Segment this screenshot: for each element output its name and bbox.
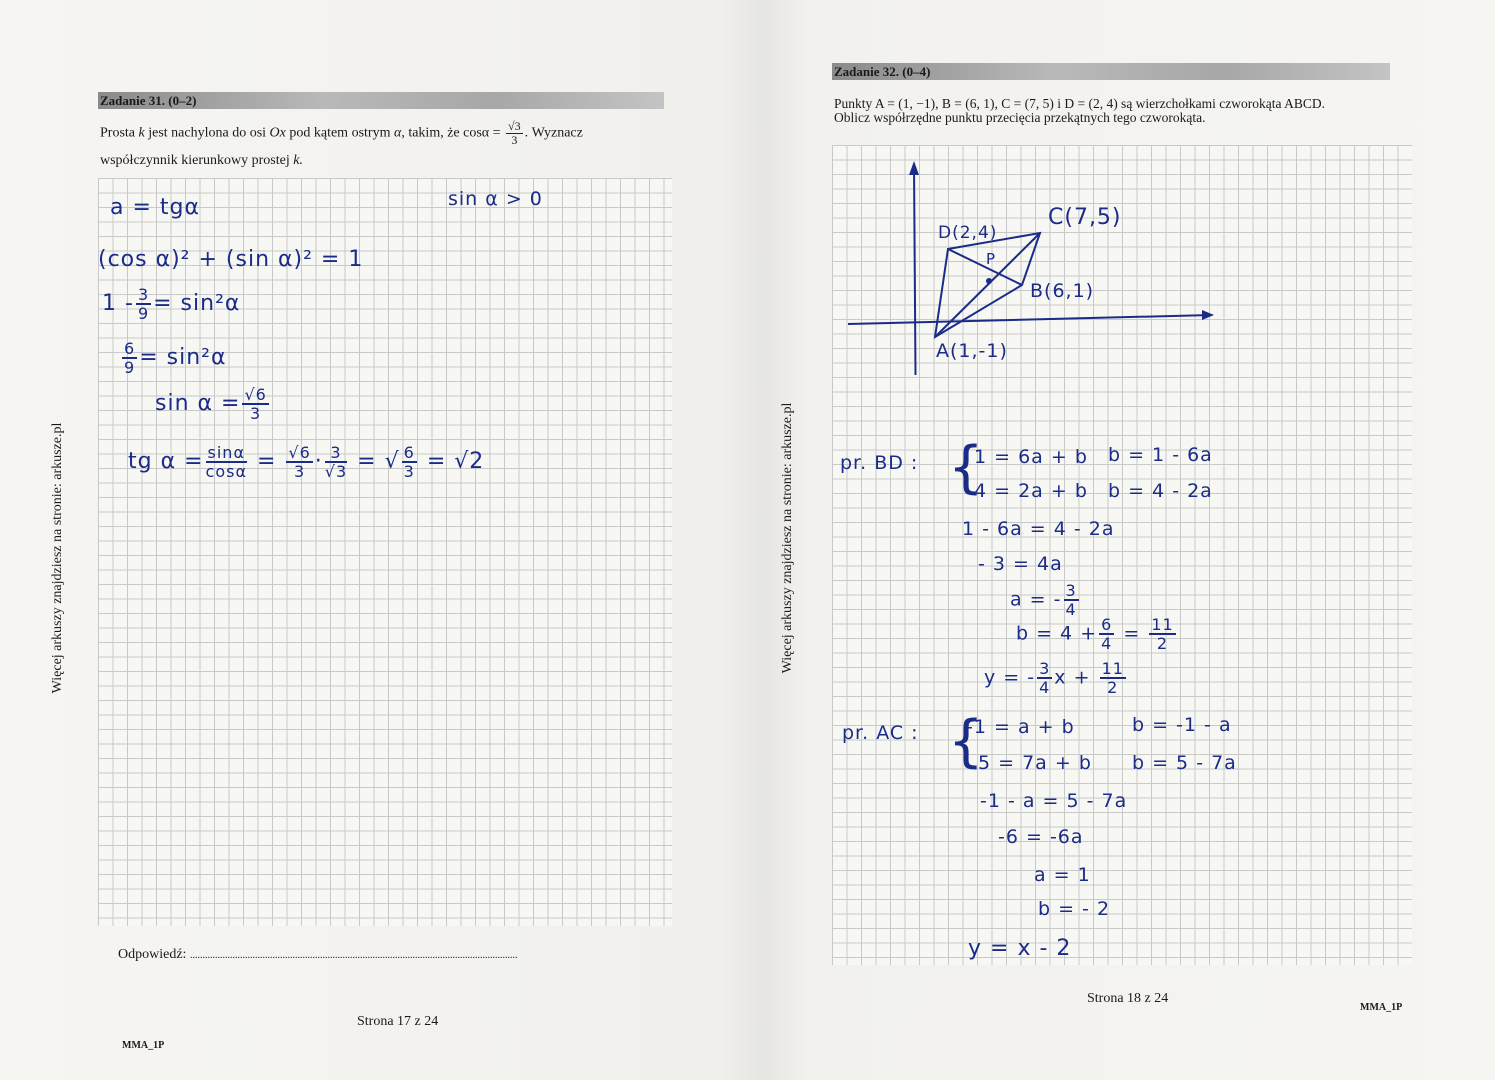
work-line: sin α > 0 — [448, 188, 543, 210]
task-31-text-line2 — [100, 150, 303, 172]
side-watermark-right: Więcej arkuszy znajdziesz na stronie: arkusze.pl — [780, 402, 795, 674]
work-line: b = 4 - 2a — [1108, 480, 1213, 502]
work-line — [102, 286, 240, 322]
work-line: 5 = 7a + b — [978, 752, 1092, 774]
work-part: a = - — [1010, 588, 1062, 611]
work-part: = √2 — [426, 449, 485, 474]
task-32-header — [832, 63, 1390, 80]
work-line: 4 = 2a + b — [974, 480, 1088, 502]
quadrilateral-diagram — [832, 145, 1252, 375]
work-line: b = -1 - a — [1132, 714, 1232, 736]
frac-den: 2 — [1107, 678, 1119, 697]
work-fraction — [1099, 616, 1114, 652]
work-part: b = 4 + — [1016, 622, 1098, 645]
frac-den: 3 — [250, 404, 262, 423]
work-line — [1016, 616, 1178, 652]
work-part: 1 - — [102, 291, 134, 316]
work-part: = √ — [357, 449, 400, 474]
frac-den: 4 — [1065, 600, 1077, 619]
task-31-text — [100, 120, 670, 147]
work-line: y = x - 2 — [968, 936, 1072, 961]
page-number-right: Strona 18 z 24 — [1087, 991, 1169, 1006]
work-line: -6 = -6a — [998, 826, 1084, 848]
work-line: -1 - a = 5 - 7a — [980, 790, 1128, 812]
frac-den: 3 — [403, 462, 415, 481]
frac-den: 3 — [294, 462, 306, 481]
cos-num: √3 — [508, 119, 521, 133]
task-31-text-part: współczynnik kierunkowy prostej — [100, 153, 290, 168]
ac-label: pr. AC : — [842, 722, 919, 744]
work-line: a = tgα — [110, 195, 200, 220]
work-part: tg α = — [128, 449, 204, 474]
frac-num: sinα — [207, 443, 245, 462]
work-fraction — [1100, 660, 1126, 696]
x-axis-arrow-icon — [1202, 310, 1214, 320]
frac-den: 4 — [1101, 634, 1113, 653]
work-fraction — [325, 444, 347, 480]
bd-label: pr. BD : — [840, 452, 919, 474]
label-b: B(6,1) — [1030, 280, 1095, 302]
cos-den: 3 — [511, 133, 518, 147]
point-p — [986, 278, 992, 284]
task-31-var-alpha: α — [393, 125, 402, 141]
task-31-var-k: k — [138, 125, 145, 141]
work-fraction — [1064, 582, 1079, 618]
work-fraction — [286, 444, 312, 480]
label-c: C(7,5) — [1048, 205, 1122, 230]
label-d: D(2,4) — [938, 223, 998, 243]
label-a: A(1,-1) — [936, 340, 1008, 362]
exam-code-right: MMA_1P — [1360, 1002, 1403, 1013]
frac-den: cosα — [205, 462, 247, 481]
task-32-text-line2: Oblicz współrzędne punktu przecięcia przekątnych tego czworokąta. — [834, 110, 1206, 125]
work-line: b = 1 - 6a — [1108, 444, 1213, 466]
work-line — [984, 660, 1128, 696]
work-line — [1010, 582, 1081, 618]
work-line — [128, 444, 484, 480]
y-axis-arrow-icon — [909, 161, 919, 175]
work-part: · — [314, 449, 323, 474]
label-p: P — [986, 250, 997, 268]
frac-den: 9 — [124, 358, 136, 377]
work-fraction — [122, 340, 137, 376]
system-brace-icon: { — [948, 435, 984, 500]
task-32-text: Punkty A = (1, −1), B = (6, 1), C = (7, 5) i D = (2, 4) są wierzchołkami czworokąta ABCD. — [834, 96, 1325, 111]
frac-num: 11 — [1101, 659, 1124, 678]
work-line: (cos α)² + (sin α)² = 1 — [98, 247, 364, 272]
work-line: 1 = 6a + b — [974, 446, 1088, 468]
work-part: sin α = — [155, 391, 241, 416]
frac-den: 2 — [1156, 634, 1169, 653]
work-part: = — [256, 449, 277, 474]
frac-num: 3 — [137, 285, 150, 304]
frac-den: 4 — [1039, 678, 1051, 697]
answer-dots: ................................................................................................................................... — [189, 950, 518, 961]
task-31-text-part: jest nachylona do osi — [148, 125, 267, 141]
work-part: y = - — [984, 666, 1036, 689]
task-31-text-part: . Wyznacz — [524, 125, 583, 141]
right-page — [748, 0, 1495, 1080]
work-fraction — [1037, 660, 1052, 696]
work-part: = sin²α — [139, 345, 227, 370]
work-part: = — [1123, 622, 1141, 645]
frac-num: 6 — [1101, 615, 1113, 634]
work-fraction — [242, 386, 268, 422]
frac-den: √3 — [324, 462, 348, 481]
work-line: b = 5 - 7a — [1132, 752, 1237, 774]
frac-num: √6 — [288, 443, 311, 462]
work-fraction — [136, 286, 151, 322]
work-line: b = - 2 — [1038, 898, 1111, 920]
work-line — [155, 386, 271, 422]
work-fraction — [402, 444, 417, 480]
work-part: x + — [1054, 666, 1091, 689]
system-brace-icon: { — [948, 709, 984, 774]
frac-num: 6 — [124, 339, 136, 358]
diagonal-bd — [948, 249, 1022, 285]
answer-label: Odpowiedź: — [118, 947, 187, 962]
task-31-header-text: Zadanie 31. (0–2) — [100, 93, 197, 108]
work-line: 1 - 6a = 4 - 2a — [962, 518, 1115, 540]
task-31-var-ox: Ox — [269, 125, 286, 141]
task-31-text-part: pod kątem ostrym — [289, 125, 391, 141]
task-31-var-k: k. — [293, 153, 303, 168]
work-line — [120, 340, 226, 376]
frac-num: 3 — [325, 444, 347, 463]
frac-num: 6 — [403, 443, 415, 462]
work-line: -1 = a + b — [966, 716, 1075, 738]
cos-fraction — [506, 120, 523, 147]
task-32-header-text: Zadanie 32. (0–4) — [834, 64, 931, 79]
task-31-text-part: , takim, że cosα = — [401, 125, 501, 141]
frac-num: 11 — [1151, 615, 1174, 634]
work-fraction — [206, 444, 247, 480]
task-31-header — [98, 92, 664, 109]
answer-line — [118, 947, 517, 963]
frac-num: 3 — [1065, 581, 1077, 600]
frac-num: 3 — [1039, 659, 1051, 678]
x-axis — [848, 315, 1212, 324]
work-fraction — [1149, 616, 1175, 652]
side-watermark-left: Więcej arkuszy znajdziesz na stronie: arkusze.pl — [50, 422, 65, 694]
page-number-left: Strona 17 z 24 — [357, 1014, 439, 1029]
exam-code-left: MMA_1P — [122, 1040, 165, 1051]
y-axis — [914, 165, 916, 375]
work-line: - 3 = 4a — [978, 553, 1063, 575]
frac-den: 9 — [137, 304, 150, 323]
work-line: a = 1 — [1034, 864, 1091, 886]
frac-num: √6 — [244, 385, 267, 404]
work-part: = sin²α — [153, 291, 241, 316]
task-31-text-part: Prosta — [100, 125, 135, 141]
